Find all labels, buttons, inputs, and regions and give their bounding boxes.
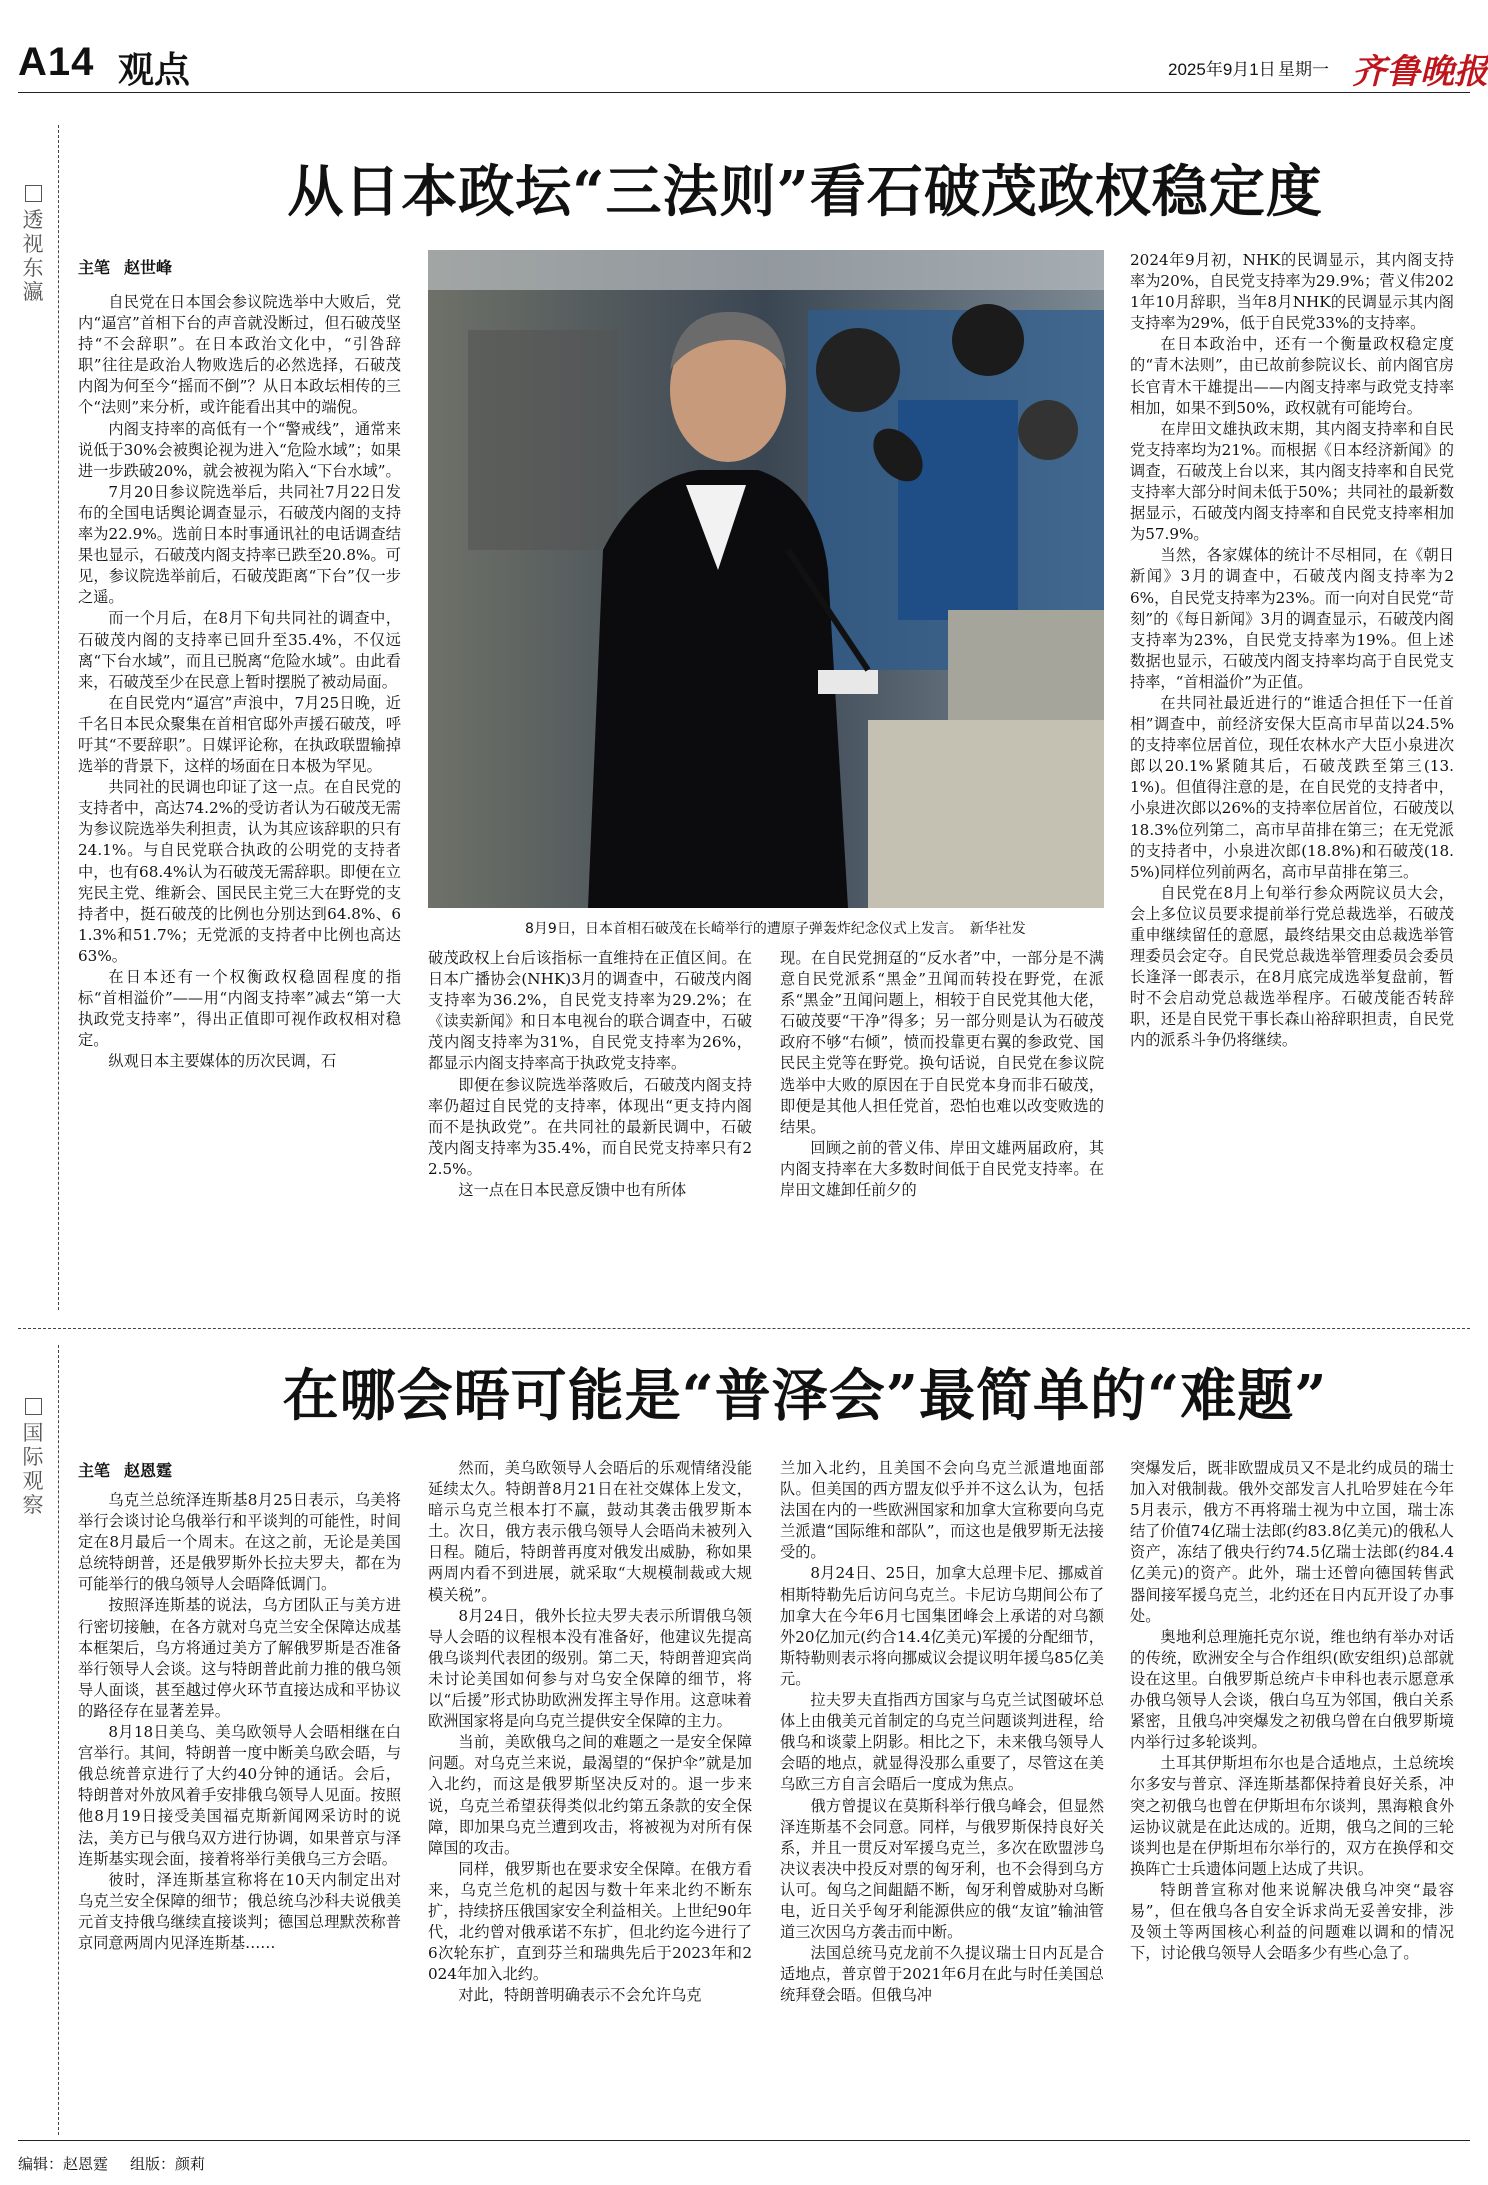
paragraph: 在日本还有一个权衡政权稳固程度的指标“首相溢价”——用“内阁支持率”减去“第一大执政党支持率”，得出正值即可视作政权相对稳定。 xyxy=(78,968,401,1050)
paragraph: 即便在参议院选举落败后，石破茂内阁支持率仍超过自民党的支持率，体现出“更支持内阁而不是执政党”。在共同社的最新民调中，石破茂内阁支持率为35.4%，而自民党支持率只有22.5%。 xyxy=(428,1075,752,1178)
article2-left-divider xyxy=(58,1345,59,2135)
paragraph: 在岸田文雄执政末期，其内阁支持率和自民党支持率均为21%。而根据《日本经济新闻》的调查，石破茂上台以来，其内阁支持率和自民党支持率大部分时间未低于50%；共同社的最新数据显示，石破茂内阁支持率和自民党支持率相加为57.9%。 xyxy=(1130,419,1454,544)
article2-column-2 xyxy=(428,1458,752,2130)
paragraph: 当然，各家媒体的统计不尽相同，在《朝日新闻》3月的调查中，石破茂内阁支持率为26%，自民党支持率为23%。而一向对自民党“苛刻”的《每日新闻》3月的调查显示，石破茂内阁支持率为23%，自民党支持率为19%。但上述数据也显示，石破茂内阁支持率均高于自民党支持率，“首相溢价”为正值。 xyxy=(1130,546,1454,691)
paragraph: 自民党在日本国会参议院选举中大败后，党内“逼宫”首相下台的声音就没断过，但石破茂坚持“不会辞职”。在日本政治文化中，“引咎辞职”往往是政治人物败选后的必然选择，石破茂内阁为何至今“摇而不倒”？从日本政坛相传的三个“法则”来分析，或许能看出其中的端倪。 xyxy=(78,293,401,417)
paragraph: 在自民党内“逼宫”声浪中，7月25日晚，近千名日本民众聚集在首相官邸外声援石破茂，呼吁其“不要辞职”。日媒评论称，在执政联盟输掉选举的背景下，这样的场面在日本极为罕见。 xyxy=(78,693,401,776)
footer-editor: 编辑：赵恩霆 xyxy=(18,2155,109,2173)
article2-column-1 xyxy=(78,1490,401,2130)
byline-role: 主笔 xyxy=(78,1461,111,1480)
page-number: A14 xyxy=(18,40,95,84)
paragraph: 兰加入北约，且美国不会向乌克兰派遣地面部队。但美国的西方盟友似乎并不这么认为，包括法国在内的一些欧洲国家和加拿大宣称要向乌克兰派遣“国际维和部队”，而这也是俄罗斯无法接受的。 xyxy=(780,1459,1104,1562)
column-tag-text: 国际观察 xyxy=(22,1421,44,1518)
article1-photo-caption: 8月9日，日本首相石破茂在长崎举行的遭原子弹轰炸纪念仪式上发言。 新华社发 xyxy=(525,921,1026,937)
column-tag-box-icon xyxy=(25,1398,42,1415)
paragraph: 法国总统马克龙前不久提议瑞士日内瓦是合适地点，普京曾于2021年6月在此与时任美国总统拜登会晤。但俄乌冲 xyxy=(780,1944,1104,2005)
issue-weekday: 星期一 xyxy=(1278,60,1329,79)
paragraph: 回顾之前的菅义伟、岸田文雄两届政府，其内阁支持率在大多数时间低于自民党支持率。在岸田文雄卸任前夕的 xyxy=(780,1138,1104,1200)
article2-title: 在哪会晤可能是“普泽会”最简单的“难题” xyxy=(282,1363,1328,1429)
paragraph: 在共同社最近进行的“谁适合担任下一任首相”调查中，前经济安保大臣高市早苗以24.5%的支持率位居首位，现任农林水产大臣小泉进次郎以20.1%紧随其后，石破茂跌至第三(13.1%)。但值得注意的是，在自民党的支持者中，小泉进次郎以26%的支持率位居首位，石破茂以18.3%位列第二，高市早苗排在第三；在无党派的支持者中，小泉进次郎(18.8%)和石破茂(18.5%)同样位列前两名，高市早苗排在第三。 xyxy=(1130,693,1454,881)
paragraph: 彼时，泽连斯基宣称将在10天内制定出对乌克兰安全保障的细节；俄总统乌沙科夫说俄美元首支持俄乌继续直接谈判；德国总理默茨称普京同意两周内见泽连斯基…… xyxy=(78,1870,401,1952)
article2-column-4 xyxy=(1130,1458,1454,2130)
paragraph: 乌克兰总统泽连斯基8月25日表示，乌美将举行会谈讨论乌俄举行和平谈判的可能性，时间定在8月最后一个周末。在这之前，无论是美国总统特朗普，还是俄罗斯外长拉夫罗夫，都在为可能举行的俄乌领导人会晤降低调门。 xyxy=(78,1491,401,1594)
paragraph: 同样，俄罗斯也在要求安全保障。在俄方看来，乌克兰危机的起因与数十年来北约不断东扩，持续挤压俄国家安全利益相关。上世纪90年代，北约曾对俄承诺不东扩，但北约迄今进行了6次轮东扩，直到芬兰和瑞典先后于2023年和2024年加入北约。 xyxy=(428,1859,752,1984)
article2-byline xyxy=(78,1458,186,1481)
byline-name: 赵世峰 xyxy=(124,258,173,277)
paragraph: 内阁支持率的高低有一个“警戒线”，通常来说低于30%会被舆论视为进入“危险水域”；如果进一步跌破20%，就会被视为陷入“下台水域”。 xyxy=(78,419,401,480)
section-name: 观点 xyxy=(118,49,191,91)
column-tag-box-icon xyxy=(25,185,42,202)
column-tag-2 xyxy=(18,1398,48,1518)
paragraph: 在日本政治中，还有一个衡量政权稳定度的“青木法则”，由已故前参院议长、前内阁官房长官青木干雄提出——内阁支持率与政党支持率相加，如果不到50%，政权就有可能垮台。 xyxy=(1130,335,1454,417)
article1-column-1 xyxy=(78,292,401,1308)
article1-photo xyxy=(428,250,1104,908)
column-tag-text: 透视东瀛 xyxy=(22,208,44,305)
article1-column-4 xyxy=(1130,250,1454,1308)
paragraph: 现。在自民党拥趸的“反水者”中，一部分是不满意自民党派系“黑金”丑闻而转投在野党，在派系“黑金”丑闻问题上，相较于自民党其他大佬，石破茂要“干净”得多；另一部分则是认为石破茂政府不够“右倾”，愤而投靠更右翼的参政党、国民民主党等在野党。换句话说，自民党在参议院选举中大败的原因在于自民党本身而非石破茂，即便是其他人担任党首，恐怕也难以改变败选的结果。 xyxy=(780,949,1104,1136)
paragraph: 破茂政权上台后该指标一直维持在正值区间。在日本广播协会(NHK)3月的调查中，石破茂内阁支持率为36.2%，自民党支持率为29.2%；在《读卖新闻》和日本电视台的联合调查中，石破茂内阁支持率为31%，自民党支持率为26%，都显示内阁支持率高于执政党支持率。 xyxy=(428,949,752,1073)
issue-date: 2025年9月1日 xyxy=(1168,60,1276,79)
paragraph: 特朗普宣称对他来说解决俄乌冲突“最容易”，但在俄乌各自安全诉求尚无妥善安排，涉及领土等两国核心利益的问题难以调和的情况下，讨论俄乌领导人会晤多少有些心急了。 xyxy=(1130,1880,1454,1963)
article-divider xyxy=(18,1328,1470,1329)
footer-rule xyxy=(18,2140,1470,2141)
paragraph: 8月24日，俄外长拉夫罗夫表示所谓俄乌领导人会晤的议程根本没有准备好，他建议先提高俄乌谈判代表团的级别。第二天，特朗普迎宾尚未讨论美国如何参与对乌安全保障的细节，将以“后援”形式协助欧洲发挥主导作用。这意味着欧洲国家将是向乌克兰提供安全保障的主力。 xyxy=(428,1606,752,1731)
paragraph: 8月18日美乌、美乌欧领导人会晤相继在白宫举行。其间，特朗普一度中断美乌欧会晤，与俄总统普京进行了大约40分钟的通话。会后，特朗普对外放风着手安排俄乌领导人见面。按照他8月19日接受美国福克斯新闻网采访时的说法，美方已与俄乌双方进行协调，如果普京与泽连斯基实现会面，接着将举行美俄乌三方会晤。 xyxy=(78,1723,401,1868)
paragraph: 2024年9月初，NHK的民调显示，其内阁支持率为20%，自民党支持率为29.9%；菅义伟2021年10月辞职，当年8月NHK的民调显示其内阁支持率为29%，低于自民党33%的支持率。 xyxy=(1130,251,1454,333)
header-rule xyxy=(18,92,1470,93)
article1-title: 从日本政坛“三法则”看石破茂政权稳定度 xyxy=(287,159,1323,225)
paragraph: 然而，美乌欧领导人会晤后的乐观情绪没能延续太久。特朗普8月21日在社交媒体上发文，暗示乌克兰根本打不赢，鼓动其袭击俄罗斯本土。次日，俄方表示俄乌领导人会晤尚未被列入日程。随后，特朗普再度对俄发出威胁，称如果两周内看不到进展，就采取“大规模制裁或大规模关税”。 xyxy=(428,1459,752,1604)
paragraph: 共同社的民调也印证了这一点。在自民党的支持者中，高达74.2%的受访者认为石破茂无需为参议院选举失利担责，认为其应该辞职的只有24.1%。与自民党联合执政的公明党的支持者中，也有68.4%认为石破茂无需辞职。即便在立宪民主党、维新会、国民民主党三大在野党的支持者中，挺石破茂的比例也分别达到64.8%、61.3%和51.7%；无党派的支持者中比例也高达63%。 xyxy=(78,778,401,965)
paragraph: 8月24日、25日，加拿大总理卡尼、挪威首相斯特勒先后访问乌克兰。卡尼访乌期间公布了加拿大在今年6月七国集团峰会上承诺的对乌额外20亿加元(约合14.4亿美元)军援的分配细节，斯特勒则表示将向挪威议会提议明年援乌85亿美元。 xyxy=(780,1564,1104,1688)
footer-layout: 组版：颜莉 xyxy=(130,2155,206,2173)
newspaper-logo: 齐鲁晚报 xyxy=(1352,52,1488,92)
paragraph: 俄方曾提议在莫斯科举行俄乌峰会，但显然泽连斯基不会同意。同样，与俄罗斯保持良好关系，并且一贯反对军援乌克兰，多次在欧盟涉乌决议表决中投反对票的匈牙利，也不会得到乌方认可。匈乌之间龃龉不断，匈牙利曾威胁对乌断电，近日关乎匈牙利能源供应的俄“友谊”输油管道三次因乌方袭击而中断。 xyxy=(780,1796,1104,1942)
article1-byline xyxy=(78,255,186,278)
paragraph: 按照泽连斯基的说法，乌方团队正与美方进行密切接触，在各方就对乌克兰安全保障达成基本框架后，乌方将通过美方了解俄罗斯是否准备举行领导人会谈。这与特朗普此前力推的俄乌领导人面谈，甚至越过停火环节直接达成和平协议的路径存在显著差异。 xyxy=(78,1596,401,1720)
article1-column-3 xyxy=(780,948,1104,1308)
paragraph: 土耳其伊斯坦布尔也是合适地点，土总统埃尔多安与普京、泽连斯基都保持着良好关系，冲突之初俄乌也曾在伊斯坦布尔谈判，黑海粮食外运协议就是在此达成的。近期，俄乌之间的三轮谈判也是在伊斯坦布尔举行的，双方在换俘和交换阵亡士兵遗体问题上达成了共识。 xyxy=(1130,1754,1454,1878)
article1-left-divider xyxy=(58,125,59,1310)
footer-credits xyxy=(18,2153,227,2174)
article1-column-2 xyxy=(428,948,752,1308)
paragraph: 而一个月后，在8月下旬共同社的调查中，石破茂内阁的支持率已回升至35.4%，不仅远离“下台水域”，而且已脱离“危险水域”。由此看来，石破茂至少在民意上暂时摆脱了被动局面。 xyxy=(78,609,401,691)
paragraph: 这一点在日本民意反馈中也有所体 xyxy=(458,1181,687,1200)
paragraph: 拉夫罗夫直指西方国家与乌克兰试图破坏总体上由俄美元首制定的乌克兰问题谈判进程，给俄乌和谈蒙上阴影。相比之下，未来俄乌领导人会晤的地点，就显得没那么重要了，尽管这在美乌欧三方自言会晤后一度成为焦点。 xyxy=(780,1691,1104,1794)
paragraph: 7月20日参议院选举后，共同社7月22日发布的全国电话舆论调查显示，石破茂内阁的支持率为22.9%。选前日本时事通讯社的电话调查结果也显示，石破茂内阁支持率已跌至20.8%。可见，参议院选举前后，石破茂距离“下台”仅一步之遥。 xyxy=(78,482,401,607)
paragraph: 奥地利总理施托克尔说，维也纳有举办对话的传统，欧洲安全与合作组织(欧安组织)总部就设在这里。白俄罗斯总统卢卡申科也表示愿意承办俄乌领导人会谈，俄白乌互为邻国，俄白关系紧密，且俄乌冲突爆发之初俄乌曾在白俄罗斯境内举行过多轮谈判。 xyxy=(1130,1627,1454,1752)
byline-role: 主笔 xyxy=(78,258,111,277)
article2-column-3 xyxy=(780,1458,1104,2130)
paragraph: 突爆发后，既非欧盟成员又不是北约成员的瑞士加入对俄制裁。俄外交部发言人扎哈罗娃在今年5月表示，俄方不再将瑞士视为中立国，瑞士冻结了价值74亿瑞士法郎(约83.8亿美元)的俄私人资产，冻结了俄央行约74.5亿瑞士法郎(约84.4亿美元)的资产。此外，瑞士还曾向德国转售武器间接军援乌克兰，北约还在日内瓦开设了办事处。 xyxy=(1130,1459,1454,1625)
paragraph: 当前，美欧俄乌之间的难题之一是安全保障问题。对乌克兰来说，最渴望的“保护伞”就是加入北约，而这是俄罗斯坚决反对的。退一步来说，乌克兰希望获得类似北约第五条款的安全保障，即加果乌克兰遭到攻击，将被视为对所有保障国的攻击。 xyxy=(428,1733,752,1857)
byline-name: 赵恩霆 xyxy=(124,1461,173,1480)
paragraph: 纵观日本主要媒体的历次民调，石 xyxy=(108,1052,337,1071)
paragraph: 对此，特朗普明确表示不会允许乌克 xyxy=(458,1986,702,2005)
paragraph: 自民党在8月上旬举行参众两院议员大会，会上多位议员要求提前举行党总裁选举，石破茂重申继续留任的意愿，最终结果交由总裁选举管理委员会定夺。自民党总裁选举管理委员会委员长逢泽一郎表示，在8月底完成选举复盘前，暂时不会启动党总裁选举程序。石破茂能否转辞职，还是自民党干事长森山裕辞职担责，自民党内的派系斗争仍将继续。 xyxy=(1130,883,1454,1050)
column-tag-1 xyxy=(18,185,48,305)
